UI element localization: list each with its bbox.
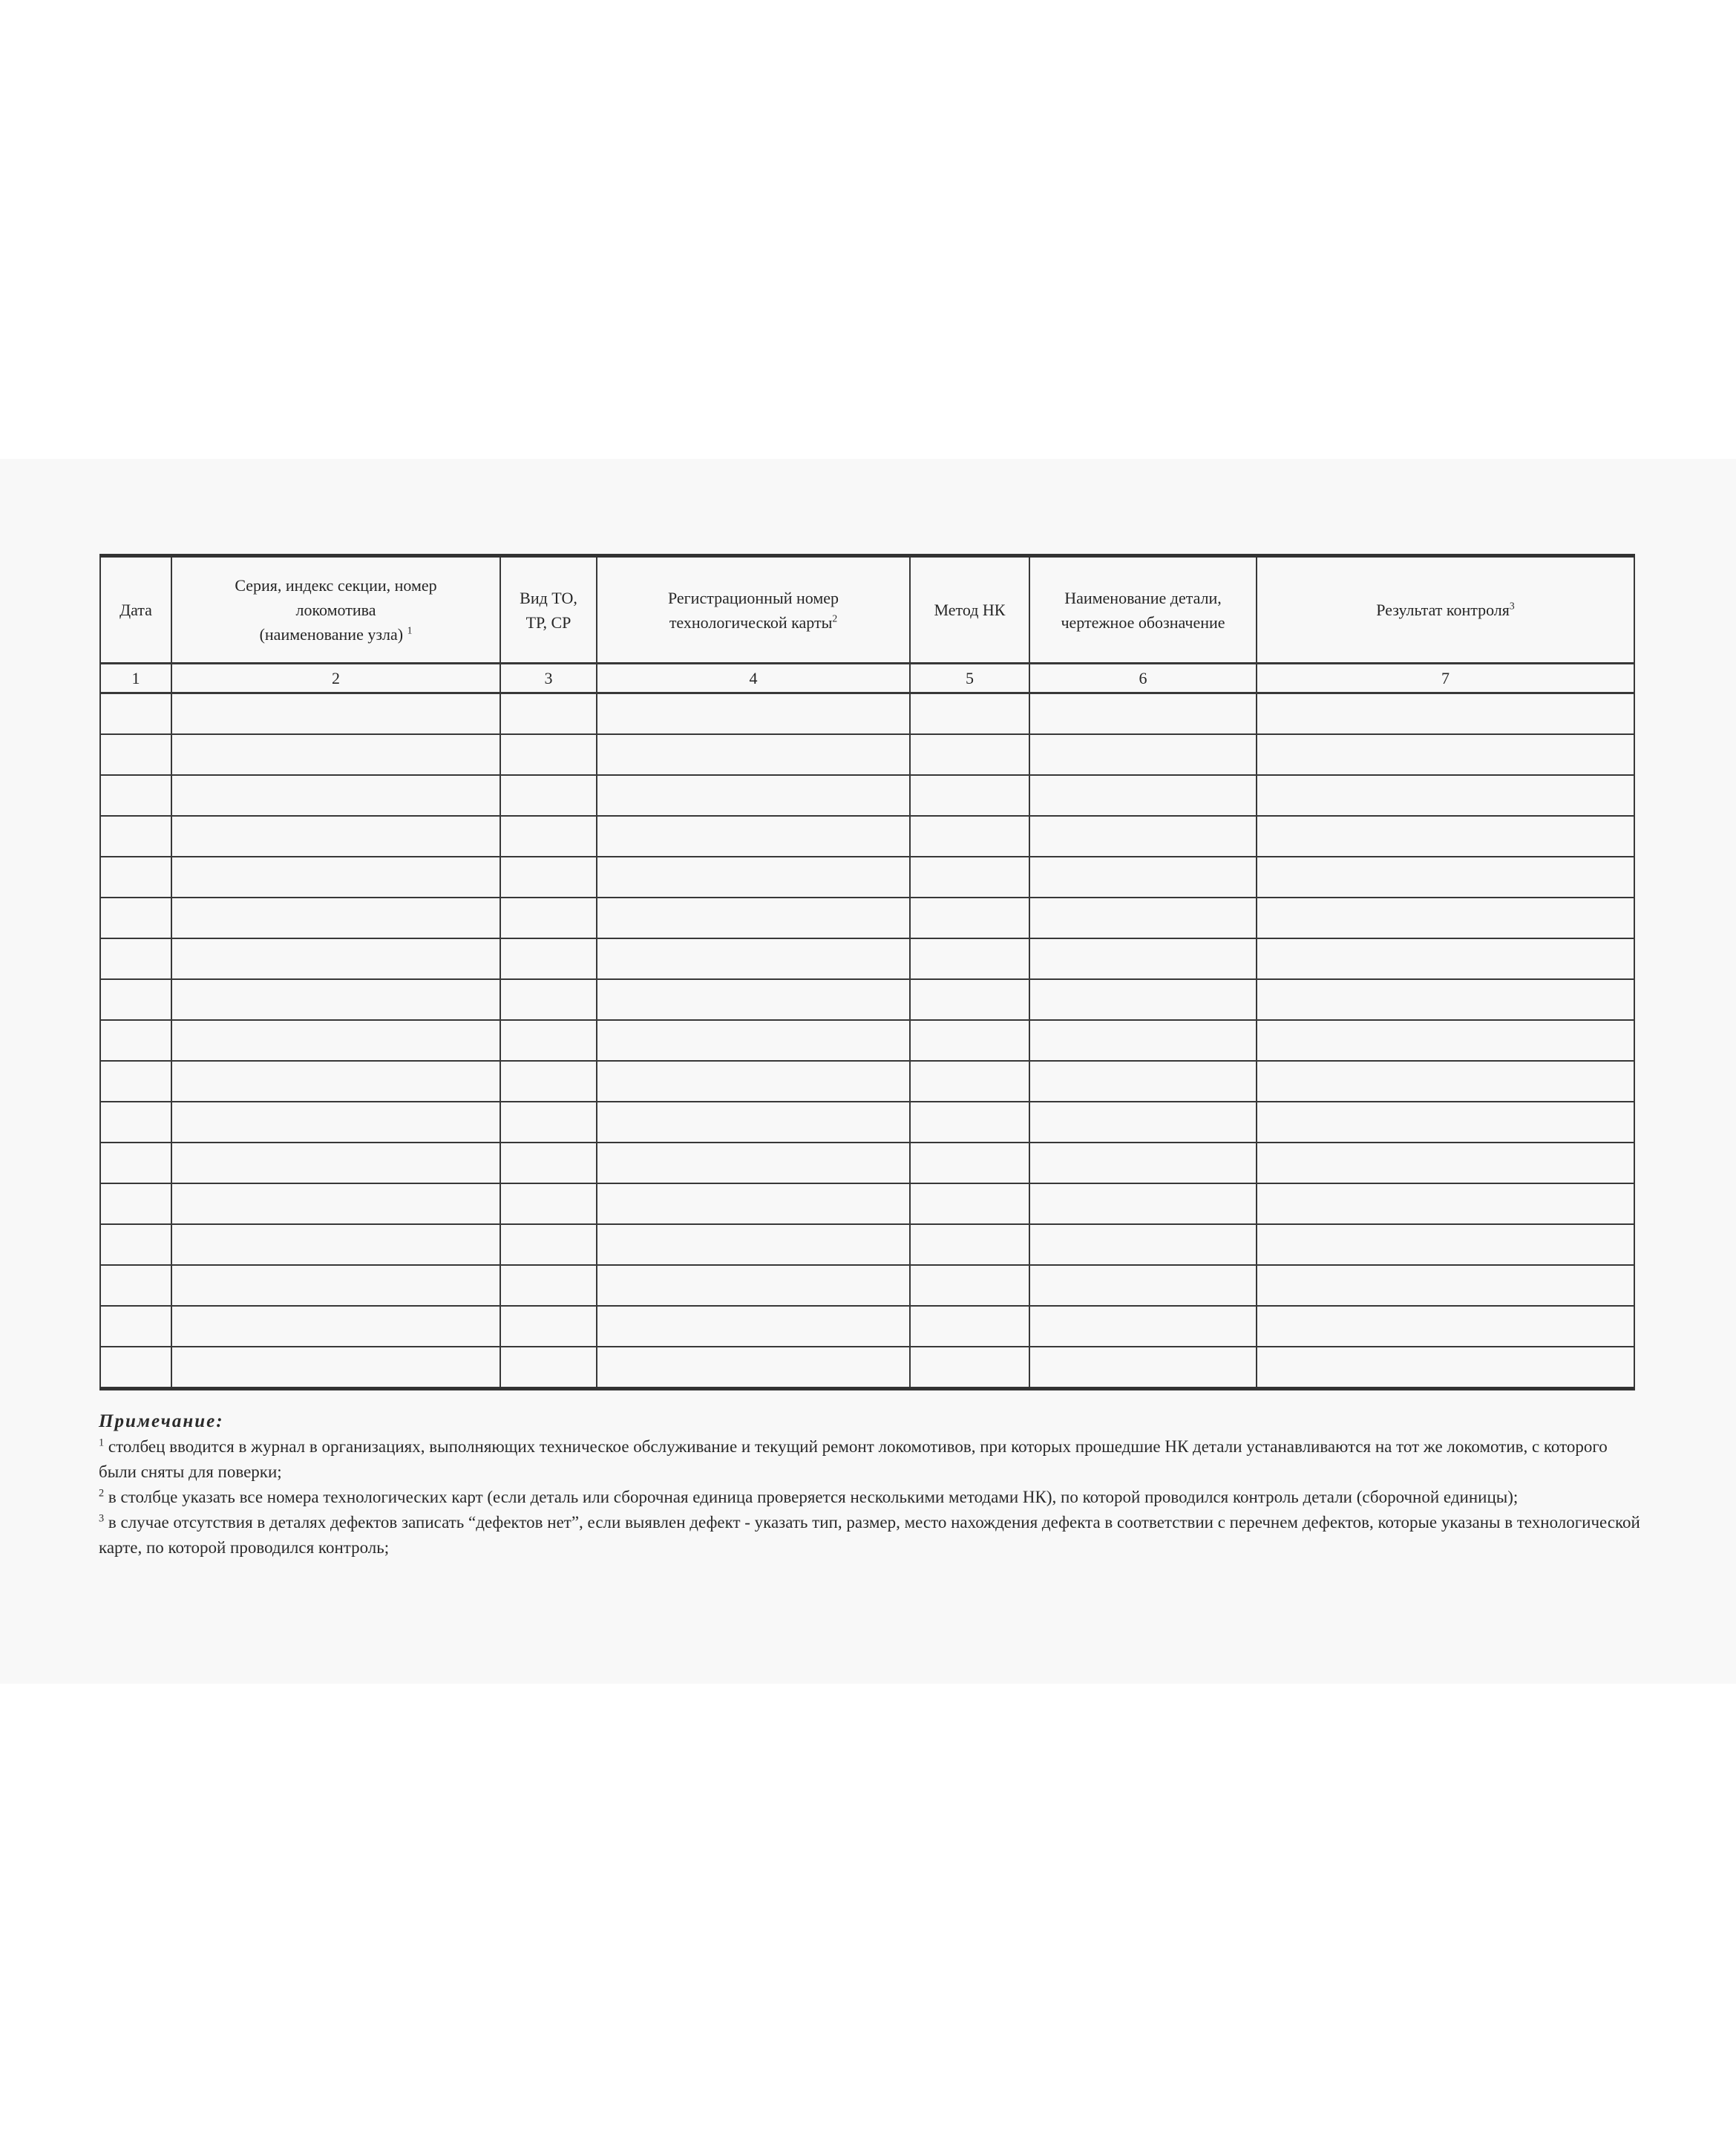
table-cell [597,857,910,898]
column-number-row [100,664,1634,693]
table-cell [100,1143,171,1183]
table-cell [1029,979,1257,1020]
table-cell [1029,693,1257,735]
table-cell [910,1143,1029,1183]
table-row [100,816,1634,857]
table-cell [171,1306,500,1347]
table-cell [1029,1102,1257,1143]
table-cell [500,1347,597,1389]
table-cell [597,1102,910,1143]
table-cell [597,979,910,1020]
table-cell [171,1224,500,1265]
table-cell [100,693,171,735]
table-cell [500,816,597,857]
table-cell [910,1183,1029,1224]
table-cell [100,1265,171,1306]
table-cell [500,898,597,938]
table-cell [500,1265,597,1306]
table-row [100,979,1634,1020]
table-row [100,1102,1634,1143]
table-row [100,1143,1634,1183]
table-cell [500,938,597,979]
table-cell [1029,816,1257,857]
table-cell [171,1020,500,1061]
table-cell [500,1224,597,1265]
table-cell [597,734,910,775]
footnote-ref-1: 1 [407,624,413,636]
table-cell [500,979,597,1020]
table-cell [597,898,910,938]
table-cell [910,1102,1029,1143]
table-cell [910,734,1029,775]
note-marker-2: 2 [99,1487,105,1500]
column-number: 6 [1029,664,1257,693]
table-cell [597,1306,910,1347]
note-item-3: $^3$ в случае отсутствия в деталях дефектов записать “дефектов нет”, если выявлен дефект - указать тип, размер, место нахождения дефекта в соответствии с перечнем дефектов, которые указаны в технологической карте, по которой проводился контроль; [99,1512,1640,1557]
table-cell [910,898,1029,938]
table-cell [1257,898,1634,938]
table-cell [597,775,910,816]
table-cell [171,816,500,857]
table-cell [910,938,1029,979]
table-cell [100,1102,171,1143]
table-cell [1029,1020,1257,1061]
table-cell [100,816,171,857]
table-cell [1257,693,1634,735]
table-cell [1257,734,1634,775]
table-cell [910,1306,1029,1347]
footnote-ref-3: 3 [1509,600,1515,612]
column-header-nk-method: Метод НК [910,556,1029,664]
table-cell [500,1306,597,1347]
table-cell [100,1306,171,1347]
notes-section [99,1409,1644,1560]
table-cell [100,1020,171,1061]
table-cell [171,734,500,775]
table-cell [100,857,171,898]
note-item-2: $^2$ в столбце указать все номера технологических карт (если деталь или сборочная единица проверяется несколькими методами НК), по которой проводился контроль детали (сборочной единицы); [99,1487,1519,1506]
table-cell [171,857,500,898]
column-number: 5 [910,664,1029,693]
table-cell [171,1265,500,1306]
table-cell [1257,1347,1634,1389]
table-cell [1257,1224,1634,1265]
table-cell [1257,1306,1634,1347]
column-number: 7 [1257,664,1634,693]
table-cell [100,898,171,938]
table-cell [171,1347,500,1389]
table-cell [1029,1143,1257,1183]
table-cell [100,1224,171,1265]
table-cell [500,1020,597,1061]
table-header-row [100,556,1634,664]
table-cell [1029,1347,1257,1389]
table-cell [910,775,1029,816]
table-cell [597,1061,910,1102]
table-cell [910,816,1029,857]
table-cell [100,734,171,775]
table-cell [100,1061,171,1102]
table-cell [597,1143,910,1183]
table-cell [910,857,1029,898]
note-item-1: $^1$ столбец вводится в журнал в организациях, выполняющих техническое обслуживание и текущий ремонт локомотивов, при которых прошедшие НК детали устанавливаются на тот же локомотив, с которого были сняты для поверки; [99,1437,1608,1481]
column-number: 3 [500,664,597,693]
table-cell [1257,1183,1634,1224]
table-cell [597,693,910,735]
table-cell [1029,938,1257,979]
table-row [100,734,1634,775]
table-cell [171,693,500,735]
column-header-part-name: Наименование детали, чертежное обозначение [1029,556,1257,664]
table-row [100,1061,1634,1102]
table-cell [100,979,171,1020]
table-cell [1029,1224,1257,1265]
table-cell [171,979,500,1020]
table-cell [500,1143,597,1183]
table-row [100,898,1634,938]
table-row [100,1265,1634,1306]
note-marker-3: 3 [99,1512,105,1525]
table-cell [1257,1020,1634,1061]
table-cell [171,938,500,979]
column-number: 1 [100,664,171,693]
table-cell [1257,775,1634,816]
table-cell [910,979,1029,1020]
column-number: 4 [597,664,910,693]
column-number: 2 [171,664,500,693]
table-cell [1029,898,1257,938]
table-cell [1029,734,1257,775]
table-cell [500,775,597,816]
table-row [100,857,1634,898]
table-row [100,1347,1634,1389]
table-cell [597,1347,910,1389]
table-row [100,1306,1634,1347]
note-marker-1: 1 [99,1437,105,1449]
table-row [100,938,1634,979]
table-cell [171,1143,500,1183]
table-cell [1029,1061,1257,1102]
table-cell [910,1347,1029,1389]
table-cell [1257,857,1634,898]
table-cell [171,1183,500,1224]
table-cell [1029,1183,1257,1224]
table-cell [500,734,597,775]
column-header-reg-number: Регистрационный номер технологической карты$^2$ [597,556,910,664]
table-cell [1029,775,1257,816]
column-header-series: Серия, индекс секции, номер локомотива (наименование узла) $^1$ [171,556,500,664]
column-header-control-result: Результат контроля$^3$ [1257,556,1634,664]
table-cell [597,1183,910,1224]
table-cell [910,1061,1029,1102]
table-body [100,693,1634,1389]
table-cell [500,693,597,735]
table-cell [1257,1265,1634,1306]
table-row [100,693,1634,735]
table-cell [171,775,500,816]
table-cell [1257,938,1634,979]
table-cell [171,898,500,938]
table-cell [597,938,910,979]
table-row [100,1183,1634,1224]
table-cell [910,1224,1029,1265]
notes-heading: Примечание: [99,1411,224,1431]
table-cell [597,1020,910,1061]
table-cell [1257,1143,1634,1183]
table-row [100,775,1634,816]
table-cell [910,1020,1029,1061]
table-cell [500,1061,597,1102]
table-cell [597,816,910,857]
table-cell [500,1102,597,1143]
table-cell [1257,816,1634,857]
table-cell [100,1183,171,1224]
footnote-ref-2: 2 [832,612,838,624]
table-cell [1029,1306,1257,1347]
column-header-service-type: Вид ТО, ТР, СР [500,556,597,664]
column-header-date: Дата [100,556,171,664]
table-cell [1257,979,1634,1020]
table-cell [597,1224,910,1265]
table-cell [1029,1265,1257,1306]
table-cell [500,857,597,898]
nk-control-journal-table [99,554,1635,1390]
table-cell [171,1061,500,1102]
table-cell [100,1347,171,1389]
table-cell [100,938,171,979]
table-cell [1257,1061,1634,1102]
table-cell [1029,857,1257,898]
table-cell [910,693,1029,735]
table-cell [500,1183,597,1224]
table-cell [100,775,171,816]
table-cell [1257,1102,1634,1143]
table-row [100,1020,1634,1061]
table-cell [171,1102,500,1143]
table-cell [910,1265,1029,1306]
table-row [100,1224,1634,1265]
table-cell [597,1265,910,1306]
